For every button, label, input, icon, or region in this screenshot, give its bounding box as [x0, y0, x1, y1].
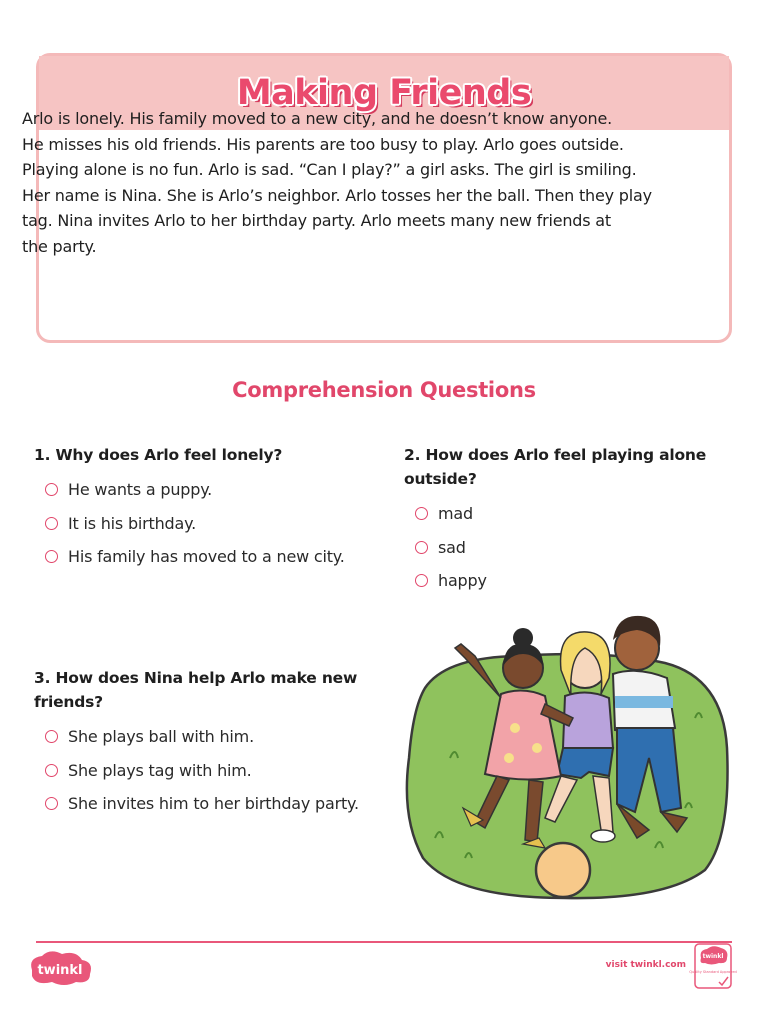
story-line: Arlo is lonely. His family moved to a new city, and he doesn’t know anyone. — [22, 109, 612, 128]
story-line: the party. — [22, 236, 97, 256]
radio-circle-icon[interactable] — [45, 517, 58, 530]
question-2 — [404, 443, 724, 598]
radio-circle-icon[interactable] — [415, 574, 428, 587]
question-3 — [34, 666, 394, 821]
page-title: Making Friends — [236, 73, 532, 113]
answer-option[interactable] — [404, 531, 724, 565]
answer-option[interactable] — [34, 787, 394, 821]
svg-text:twinkl: twinkl — [37, 963, 83, 978]
visit-link[interactable]: visit twinkl.com — [605, 960, 686, 970]
footer-divider — [36, 941, 732, 943]
question-text: 3. How does Nina help Arlo make new friends? — [34, 669, 358, 711]
radio-circle-icon[interactable] — [415, 541, 428, 554]
radio-circle-icon[interactable] — [45, 797, 58, 810]
question-text: 2. How does Arlo feel playing alone outside? — [404, 446, 707, 488]
radio-circle-icon[interactable] — [45, 730, 58, 743]
option-label: She invites him to her birthday party. — [68, 794, 359, 814]
radio-circle-icon[interactable] — [415, 507, 428, 520]
story-line: He misses his old friends. His parents are too busy to play. Arlo goes outside. — [22, 134, 624, 154]
twinkl-logo-icon[interactable] — [24, 948, 96, 988]
answer-option[interactable] — [404, 564, 724, 598]
section-title: Comprehension Questions — [232, 378, 536, 402]
radio-circle-icon[interactable] — [45, 550, 58, 563]
story-line: tag. Nina invites Arlo to her birthday party. Arlo meets many new friends at — [22, 211, 611, 230]
option-label: She plays ball with him. — [68, 727, 254, 747]
answer-option[interactable] — [34, 540, 394, 574]
answer-option[interactable] — [34, 507, 394, 541]
story-text — [22, 106, 672, 259]
svg-text:Quality Standard Approved: Quality Standard Approved — [689, 970, 737, 974]
question-1 — [34, 443, 394, 574]
option-label: His family has moved to a new city. — [68, 547, 345, 567]
options-list — [34, 473, 394, 574]
answer-option[interactable] — [404, 497, 724, 531]
options-list — [34, 720, 394, 821]
answer-option[interactable] — [34, 754, 394, 788]
quality-badge-icon — [689, 942, 737, 990]
answer-option[interactable] — [34, 720, 394, 754]
radio-circle-icon[interactable] — [45, 483, 58, 496]
option-label: He wants a puppy. — [68, 480, 213, 500]
options-list — [404, 497, 724, 598]
option-label: sad — [438, 537, 466, 557]
radio-circle-icon[interactable] — [45, 764, 58, 777]
story-line: Playing alone is no fun. Arlo is sad. “Can I play?” a girl asks. The girl is smiling. — [22, 160, 637, 179]
answer-option[interactable] — [34, 473, 394, 507]
option-label: mad — [438, 504, 473, 524]
option-label: It is his birthday. — [68, 513, 196, 533]
children-playing-illustration — [405, 608, 730, 900]
svg-text:twinkl: twinkl — [702, 953, 724, 960]
option-label: happy — [438, 571, 487, 591]
question-text: 1. Why does Arlo feel lonely? — [34, 446, 283, 464]
option-label: She plays tag with him. — [68, 760, 252, 780]
story-line: Her name is Nina. She is Arlo’s neighbor. Arlo tosses her the ball. Then they play — [22, 185, 652, 205]
